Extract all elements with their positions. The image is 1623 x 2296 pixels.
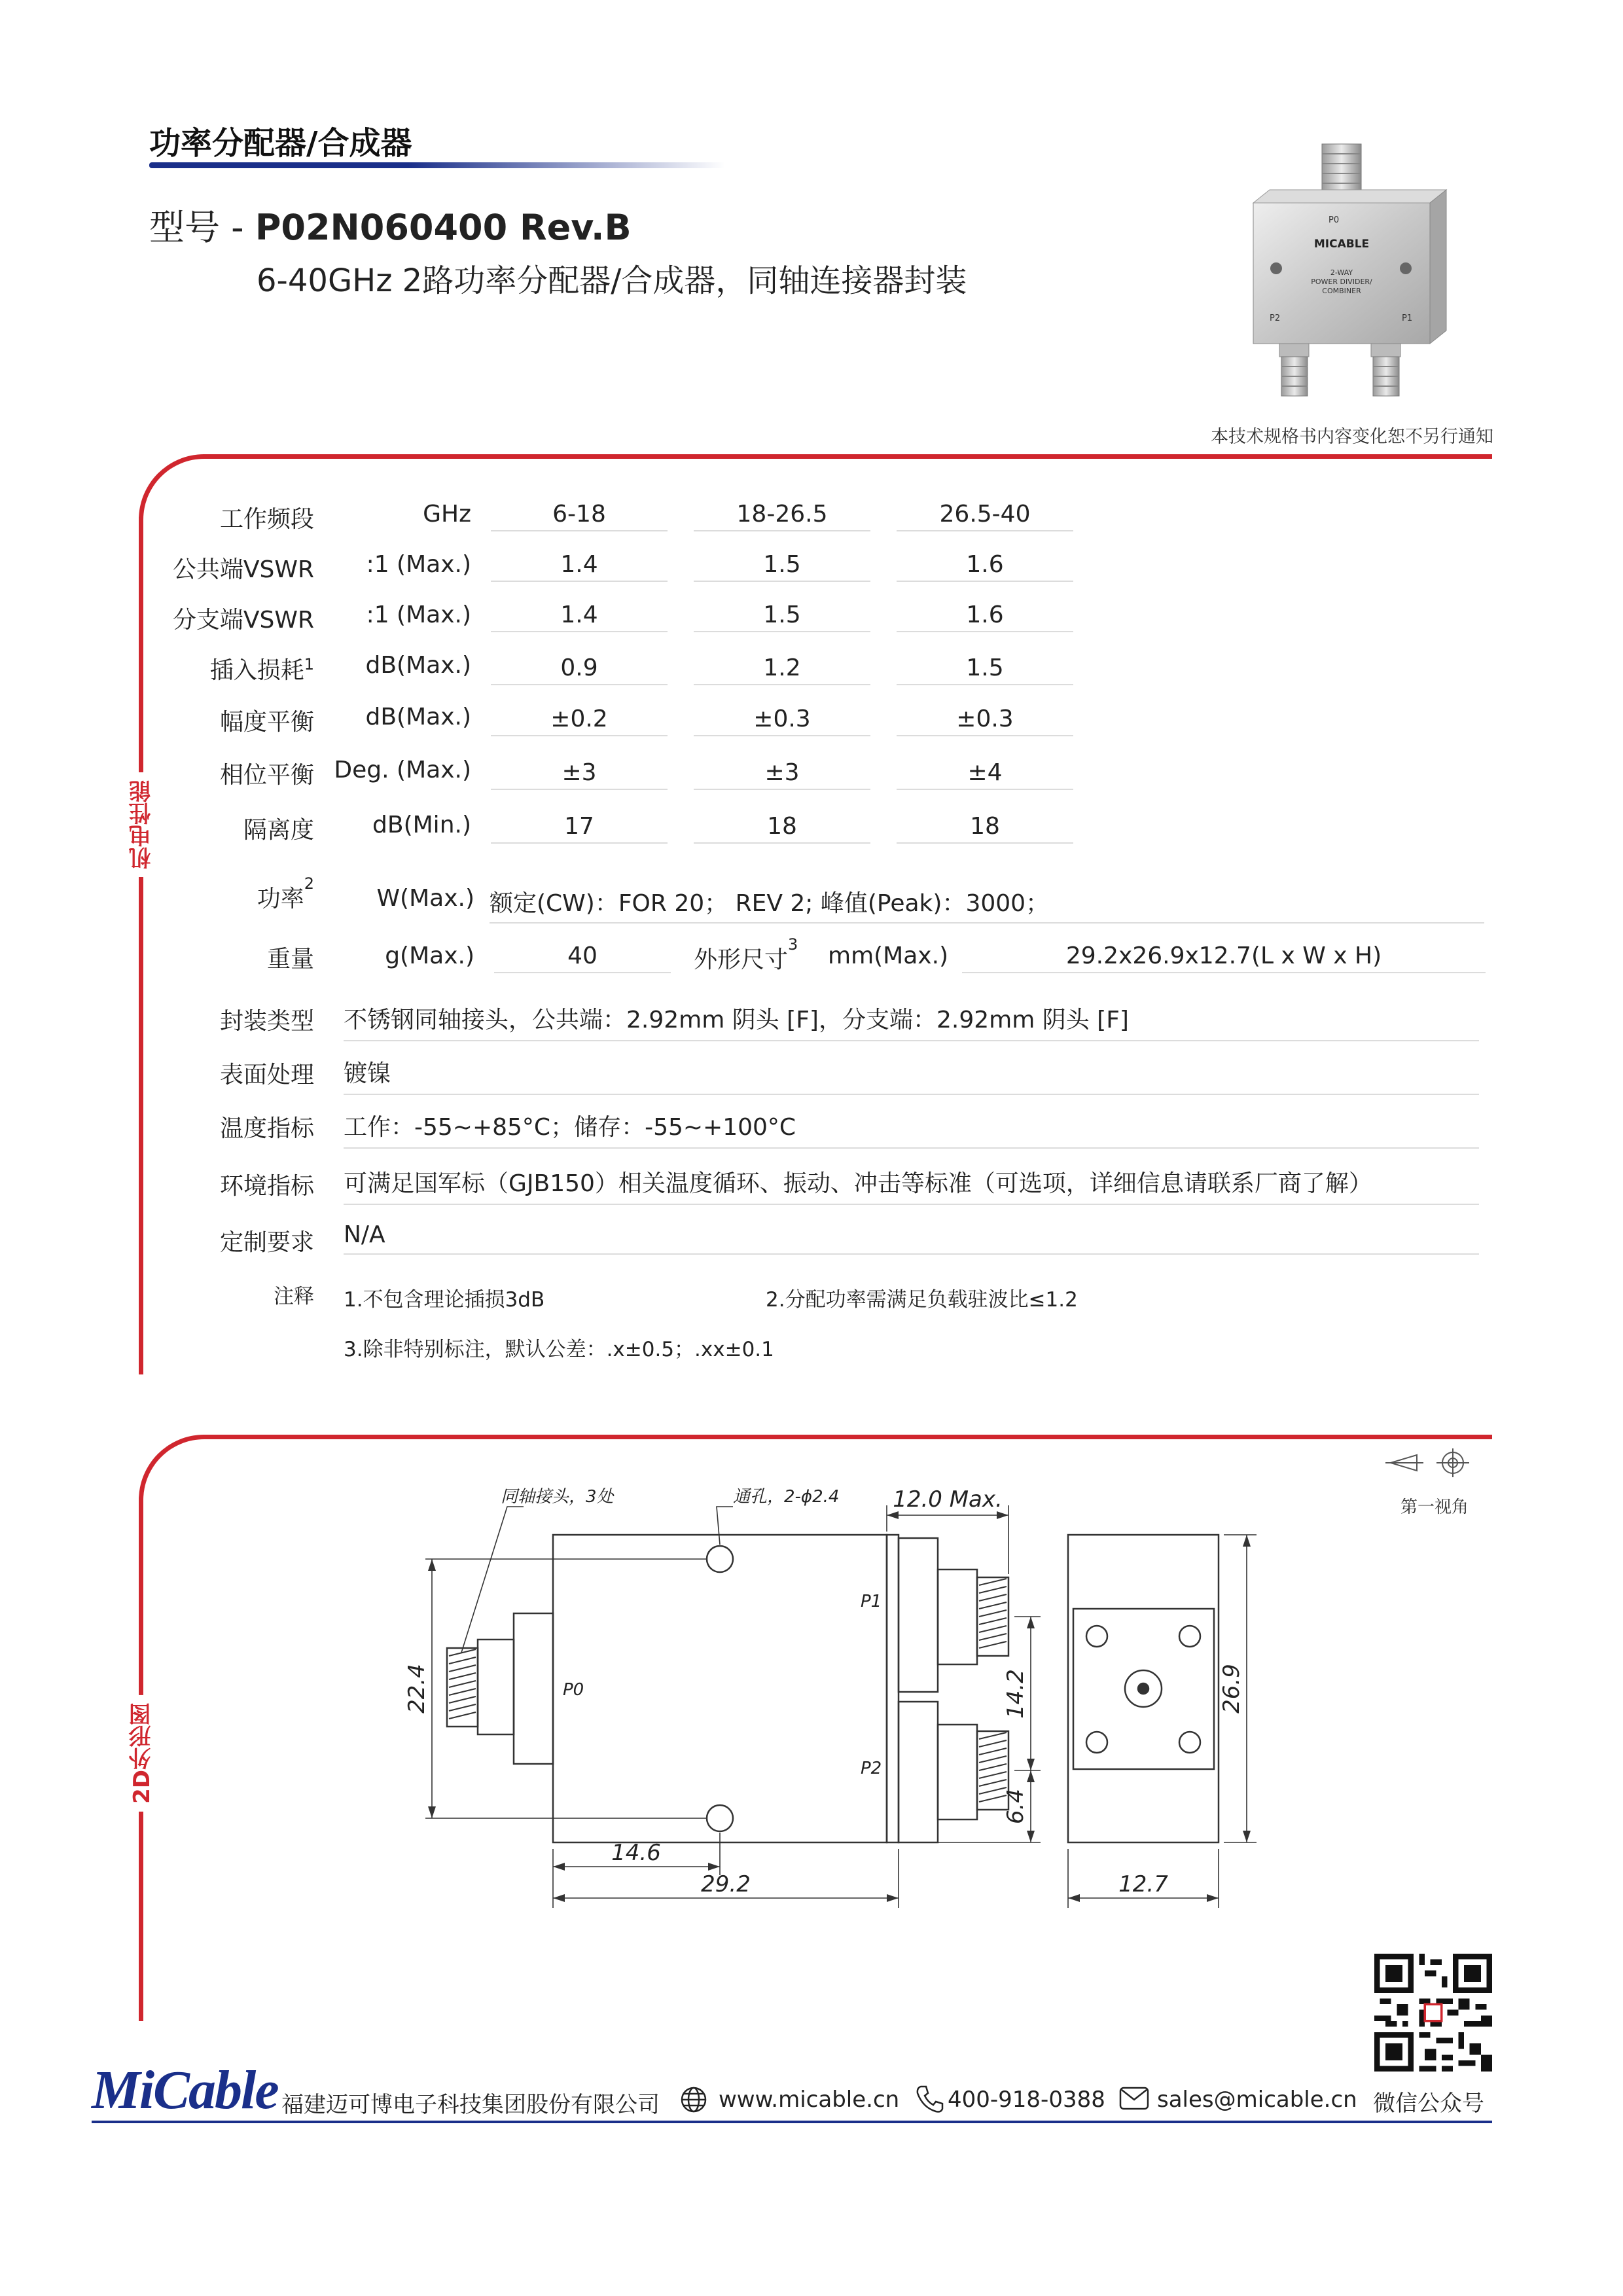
- spec-value-amplitude-balance-3: ±0.3: [897, 706, 1073, 736]
- model-line: [149, 200, 632, 250]
- category-title: 功率分配器/合成器: [149, 125, 412, 162]
- spec-change-notice: 本技术规格书内容变化恕不另行通知: [1211, 427, 1493, 447]
- dim-text-29-2: 29.2: [701, 1871, 751, 1897]
- photo-label-line2: POWER DIVIDER/: [1311, 278, 1372, 286]
- mount-hole-top: [707, 1546, 733, 1572]
- spec-label-phase-balance: 相位平衡: [219, 762, 314, 789]
- dim-text-22-4: 22.4: [404, 1664, 430, 1713]
- product-subtitle: 6-40GHz 2路功率分配器/合成器，同轴连接器封装: [257, 262, 967, 299]
- spec-value-finish: 镀镍: [344, 1055, 1479, 1095]
- spec-value-branch-vswr-2: 1.5: [694, 601, 870, 632]
- spec-value-phase-balance-2: ±3: [694, 759, 870, 790]
- spec-value-isolation-2: 18: [694, 813, 870, 844]
- photo-label-line3: COMBINER: [1322, 287, 1361, 295]
- spec-label-power-sup: 2: [304, 874, 314, 893]
- email-address[interactable]: sales@micable.cn: [1157, 2087, 1357, 2113]
- spec-unit-freq: GHz: [423, 501, 471, 528]
- spec-value-branch-vswr-3: 1.6: [897, 601, 1073, 632]
- spec-label-insertion-loss: [157, 652, 314, 685]
- spec-unit-common-vswr: :1 (Max.): [366, 551, 471, 578]
- spec-label-insertion-loss-sup: 1: [304, 655, 314, 673]
- dim-text-26-9: 26.9: [1219, 1664, 1245, 1713]
- spec-value-freq-3: 26.5-40: [897, 501, 1073, 531]
- spec-value-freq-1: 6-18: [491, 501, 668, 531]
- spec-unit-isolation: dB(Min.): [372, 812, 471, 838]
- spec-value-insertion-loss-3: 1.5: [897, 655, 1073, 685]
- spec-unit-insertion-loss: dB(Max.): [365, 652, 471, 679]
- spec-value-package: 不锈钢同轴接头，公共端：2.92mm 阴头 [F]，分支端：2.92mm 阴头 [F]: [344, 1001, 1479, 1041]
- dim-text-12-7: 12.7: [1118, 1871, 1168, 1897]
- wechat-qr-code: [1374, 1954, 1492, 2072]
- spec-value-freq-2: 18-26.5: [694, 501, 870, 531]
- callout-connector: 同轴接头，3处: [501, 1487, 614, 1507]
- globe-icon: [679, 2085, 708, 2114]
- spec-value-power: 额定(CW)：FOR 20； REV 2; 峰值(Peak)：3000；: [490, 885, 1484, 924]
- dim-text-12: 12.0 Max.: [893, 1486, 1003, 1513]
- model-prefix: 型号 -: [149, 207, 255, 248]
- callout-hole: 通孔，2-ϕ2.4: [733, 1487, 840, 1507]
- spec-value-temperature: 工作：-55~+85°C；储存：-55~+100°C: [344, 1109, 1479, 1149]
- spec-value-custom: N/A: [344, 1221, 1479, 1255]
- spec-value-common-vswr-2: 1.5: [694, 551, 870, 582]
- note-2: 2.分配功率需满足负载驻波比≤1.2: [766, 1288, 1078, 1312]
- drawing-top-rule: [203, 1435, 1492, 1439]
- dim-arrows: [428, 1511, 1251, 1902]
- spec-unit-dimensions: mm(Max.): [828, 942, 949, 969]
- dim-text-14-6: 14.6: [611, 1840, 661, 1866]
- port-label-p0: P0: [563, 1680, 584, 1700]
- spec-label-weight: 重量: [266, 946, 314, 973]
- spec-value-phase-balance-3: ±4: [897, 759, 1073, 790]
- spec-label-finish: 表面处理: [219, 1062, 314, 1088]
- spec-label-freq: 工作频段: [219, 506, 314, 533]
- spec-value-amplitude-balance-1: ±0.2: [491, 706, 668, 736]
- photo-label-p1: P1: [1402, 314, 1413, 323]
- spec-value-common-vswr-3: 1.6: [897, 551, 1073, 582]
- spec-label-environment: 环境指标: [219, 1173, 314, 1200]
- leader-hole: [717, 1507, 733, 1545]
- spec-value-isolation-3: 18: [897, 813, 1073, 844]
- spec-label-insertion-loss-text: 插入损耗: [209, 657, 304, 684]
- spec-label-branch-vswr: 分支端VSWR: [172, 607, 314, 634]
- spec-value-dimensions: 29.2x26.9x12.7(L x W x H): [962, 942, 1486, 973]
- spec-label-dimensions: [694, 935, 798, 975]
- spec-unit-branch-vswr: :1 (Max.): [366, 601, 471, 628]
- spec-label-package: 封装类型: [219, 1008, 314, 1035]
- spec-value-isolation-1: 17: [491, 813, 668, 844]
- specs-top-rule: [203, 454, 1492, 459]
- note-3: 3.除非特别标注，默认公差：.x±0.5；.xx±0.1: [344, 1338, 774, 1361]
- drawing-section-label: 2D外形图: [126, 1695, 158, 1812]
- wechat-label: 微信公众号: [1373, 2090, 1484, 2117]
- projection-label: 第一视角: [1400, 1498, 1469, 1517]
- drawing-corner: [139, 1435, 211, 1507]
- spec-label-dimensions-text: 外形尺寸: [694, 946, 789, 973]
- spec-label-temperature: 温度指标: [219, 1115, 314, 1142]
- projection-icon: [1384, 1443, 1476, 1482]
- photo-label-p2: P2: [1270, 314, 1281, 323]
- photo-label-brand: MICABLE: [1313, 238, 1370, 251]
- website-link[interactable]: www.micable.cn: [719, 2087, 900, 2113]
- spec-unit-phase-balance: Deg. (Max.): [334, 757, 471, 783]
- spec-label-custom: 定制要求: [219, 1229, 314, 1256]
- spec-value-branch-vswr-1: 1.4: [491, 601, 668, 632]
- dim-text-6-4: 6.4: [1003, 1788, 1029, 1825]
- spec-value-insertion-loss-1: 0.9: [491, 655, 668, 685]
- email-icon: [1119, 2087, 1149, 2110]
- spec-value-amplitude-balance-2: ±0.3: [694, 706, 870, 736]
- spec-value-insertion-loss-2: 1.2: [694, 655, 870, 685]
- phone-icon: [915, 2084, 944, 2114]
- spec-label-dimensions-sup: 3: [788, 935, 798, 954]
- photo-label-p0: P0: [1329, 215, 1340, 225]
- spec-value-common-vswr-1: 1.4: [491, 551, 668, 582]
- spec-label-common-vswr: 公共端VSWR: [172, 556, 314, 583]
- spec-label-power-text: 功率: [257, 886, 304, 912]
- title-underline: [149, 162, 725, 168]
- photo-label-line1: 2-WAY: [1330, 268, 1353, 277]
- spec-label-isolation: 隔离度: [243, 817, 314, 844]
- notes-label: 注释: [274, 1285, 314, 1308]
- specs-section-label: 机电性能: [126, 772, 158, 877]
- outline-drawing: [366, 1466, 1492, 1924]
- spec-unit-power: W(Max.): [376, 885, 474, 912]
- spec-value-environment: 可满足国军标（GJB150）相关温度循环、振动、冲击等标准（可选项，详细信息请联系厂商了解）: [344, 1165, 1479, 1205]
- port-label-p2: P2: [861, 1759, 882, 1778]
- specs-side-rule: [139, 517, 143, 1374]
- spec-value-weight: 40: [494, 942, 671, 973]
- mount-hole-bottom: [707, 1805, 733, 1831]
- spec-label-power: [157, 874, 314, 914]
- port-label-p1: P1: [861, 1592, 882, 1611]
- body-front: [553, 1535, 887, 1842]
- thread-hatch: [449, 1579, 1007, 1802]
- dim-text-14-2: 14.2: [1003, 1669, 1029, 1719]
- spec-unit-weight: g(Max.): [385, 942, 474, 969]
- phone-number[interactable]: 400-918-0388: [948, 2087, 1105, 2113]
- spec-value-phase-balance-1: ±3: [491, 759, 668, 790]
- spec-unit-amplitude-balance: dB(Max.): [365, 704, 471, 730]
- company-name: 福建迈可博电子科技集团股份有限公司: [281, 2092, 660, 2118]
- product-photo: [1230, 131, 1453, 406]
- footer-rule: [92, 2121, 1492, 2123]
- note-1: 1.不包含理论插损3dB: [344, 1288, 545, 1312]
- brand-logo: MiCable: [92, 2060, 278, 2121]
- model-number: P02N060400 Rev.B: [255, 207, 632, 248]
- spec-label-amplitude-balance: 幅度平衡: [219, 709, 314, 736]
